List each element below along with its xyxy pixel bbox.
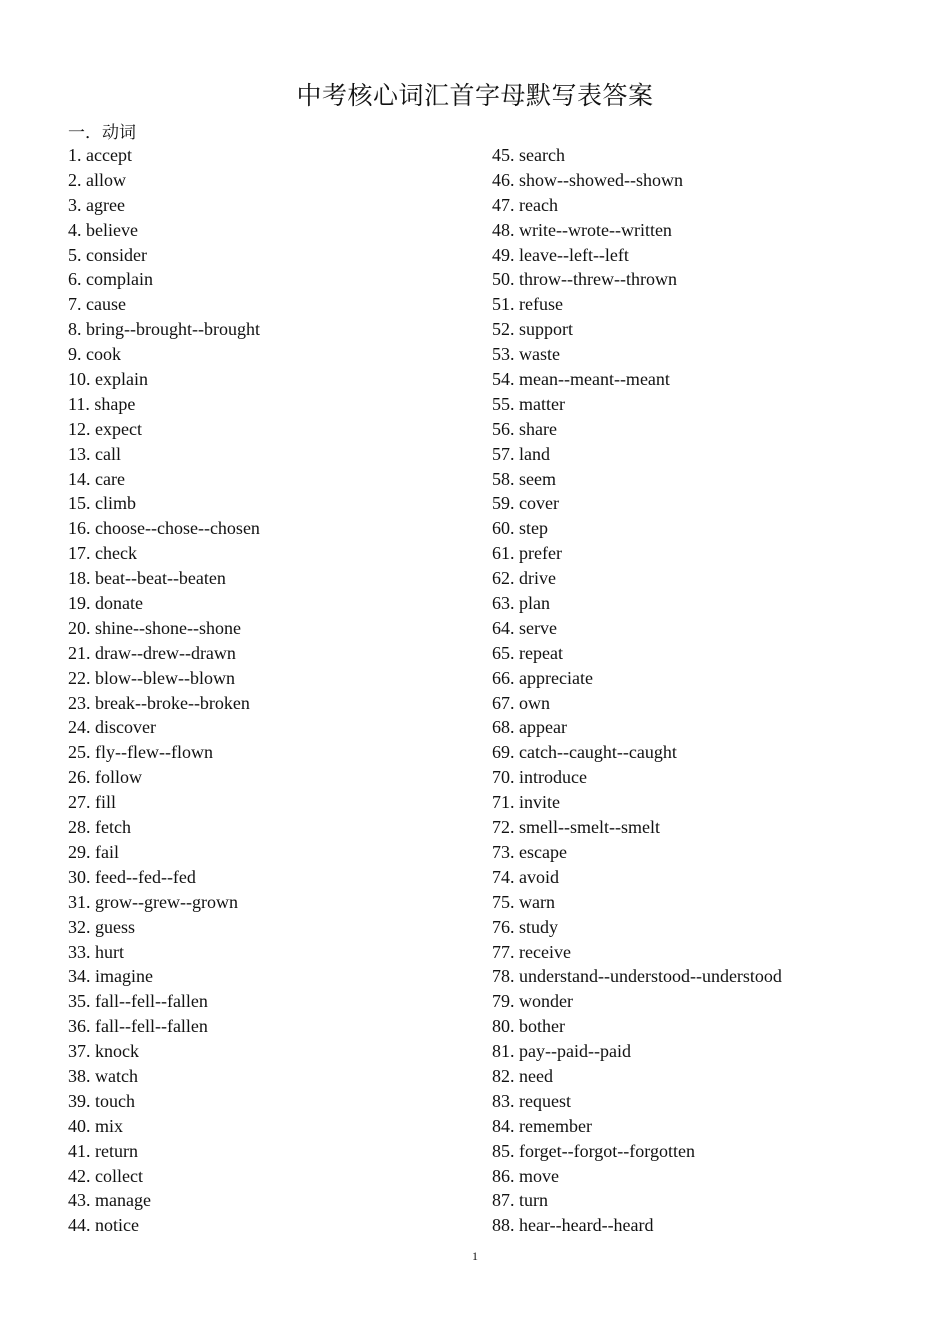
vocab-item: 7. cause [68,294,126,315]
vocab-item: 32. guess [68,916,135,937]
vocab-item: 88. hear--heard--heard [492,1215,654,1236]
vocab-item: 84. remember [492,1115,592,1136]
vocab-item: 17. check [68,543,137,564]
vocab-item: 71. invite [492,792,560,813]
vocab-item: 45. search [492,145,565,165]
vocab-item: 72. smell--smelt--smelt [492,817,660,838]
vocab-item: 44. notice [68,1215,139,1236]
vocab-item: 21. draw--drew--drawn [68,642,236,663]
vocab-item: 58. seem [492,468,556,489]
vocab-item: 61. prefer [492,543,562,564]
vocab-item: 41. return [68,1140,138,1161]
vocab-item: 78. understand--understood--understood [492,966,782,987]
vocab-item: 86. move [492,1165,559,1186]
vocab-item: 65. repeat [492,642,563,663]
section-heading: 一．动词 [68,123,136,143]
vocab-item: 11. shape [68,393,136,414]
vocab-item: 40. mix [68,1115,124,1136]
vocab-item: 13. call [68,443,121,464]
vocab-item: 35. fall--fell--fallen [68,991,208,1012]
vocab-item: 23. break--broke--broken [68,692,250,713]
vocab-item: 29. fail [68,841,119,862]
vocab-item: 8. bring--brought--brought [68,319,260,340]
vocab-item: 82. need [492,1065,553,1086]
vocab-item: 63. plan [492,593,550,614]
vocab-item: 16. choose--chose--chosen [68,518,260,539]
vocab-item: 51. refuse [492,294,563,315]
vocab-item: 62. drive [492,568,556,589]
vocab-item: 19. donate [68,593,143,614]
vocab-item: 14. care [68,468,125,489]
vocab-item: 57. land [492,443,550,464]
vocab-item: 22. blow--blew--blown [68,667,235,688]
vocab-item: 55. matter [492,393,565,414]
vocab-item: 74. avoid [492,866,559,887]
page-number: 1 [472,1249,478,1263]
vocab-item: 43. manage [68,1190,151,1211]
vocab-item: 60. step [492,518,548,539]
vocab-item: 80. bother [492,1016,565,1037]
vocab-item: 33. hurt [68,941,124,962]
vocab-item: 46. show--showed--shown [492,169,683,190]
vocab-item: 36. fall--fell--fallen [68,1016,208,1037]
vocab-list-right [492,143,782,1238]
vocab-item: 75. warn [492,891,555,912]
vocab-item: 42. collect [68,1165,143,1186]
vocab-item: 28. fetch [68,817,131,838]
vocab-item: 38. watch [68,1065,138,1086]
vocab-item: 10. explain [68,369,148,390]
vocab-item: 68. appear [492,717,567,738]
vocab-item: 25. fly--flew--flown [68,742,213,763]
vocab-item: 56. share [492,418,557,439]
vocab-item: 37. knock [68,1041,139,1062]
vocab-item: 70. introduce [492,767,587,788]
vocab-item: 39. touch [68,1090,135,1111]
vocab-item: 69. catch--caught--caught [492,742,677,763]
vocab-item: 48. write--wrote--written [492,219,672,240]
vocab-item: 53. waste [492,344,560,365]
vocab-item: 20. shine--shone--shone [68,617,241,638]
vocab-item: 12. expect [68,418,142,439]
document-title: 中考核心词汇首字母默写表答案 [296,81,654,110]
vocab-item: 5. consider [68,244,147,265]
vocab-item: 47. reach [492,194,558,215]
vocab-item: 85. forget--forgot--forgotten [492,1140,695,1161]
vocab-item: 79. wonder [492,991,573,1012]
vocab-item: 4. believe [68,219,138,240]
vocab-item: 30. feed--fed--fed [68,866,196,887]
vocab-item: 83. request [492,1090,571,1111]
vocab-item: 52. support [492,319,573,340]
vocab-item: 50. throw--threw--thrown [492,269,677,290]
vocab-item: 87. turn [492,1190,548,1211]
vocab-item: 59. cover [492,493,559,514]
vocab-item: 15. climb [68,493,136,514]
vocab-item: 67. own [492,692,550,713]
vocab-item: 64. serve [492,617,557,638]
vocab-item: 3. agree [68,194,125,215]
vocab-item: 66. appreciate [492,667,593,688]
vocab-item: 54. mean--meant--meant [492,369,670,390]
vocab-item: 26. follow [68,767,142,788]
vocab-item: 1. accept [68,145,132,165]
vocab-item: 6. complain [68,269,153,290]
vocab-item: 49. leave--left--left [492,244,629,265]
vocab-list-left [68,143,260,1238]
vocab-item: 2. allow [68,169,126,190]
vocab-item: 31. grow--grew--grown [68,891,238,912]
vocab-item: 18. beat--beat--beaten [68,568,226,589]
vocab-item: 27. fill [68,792,116,813]
vocab-item: 34. imagine [68,966,153,987]
vocab-item: 76. study [492,916,559,937]
vocab-item: 73. escape [492,841,567,862]
vocab-item: 24. discover [68,717,156,738]
vocab-item: 77. receive [492,941,571,962]
vocab-item: 9. cook [68,344,121,365]
vocab-item: 81. pay--paid--paid [492,1041,631,1062]
